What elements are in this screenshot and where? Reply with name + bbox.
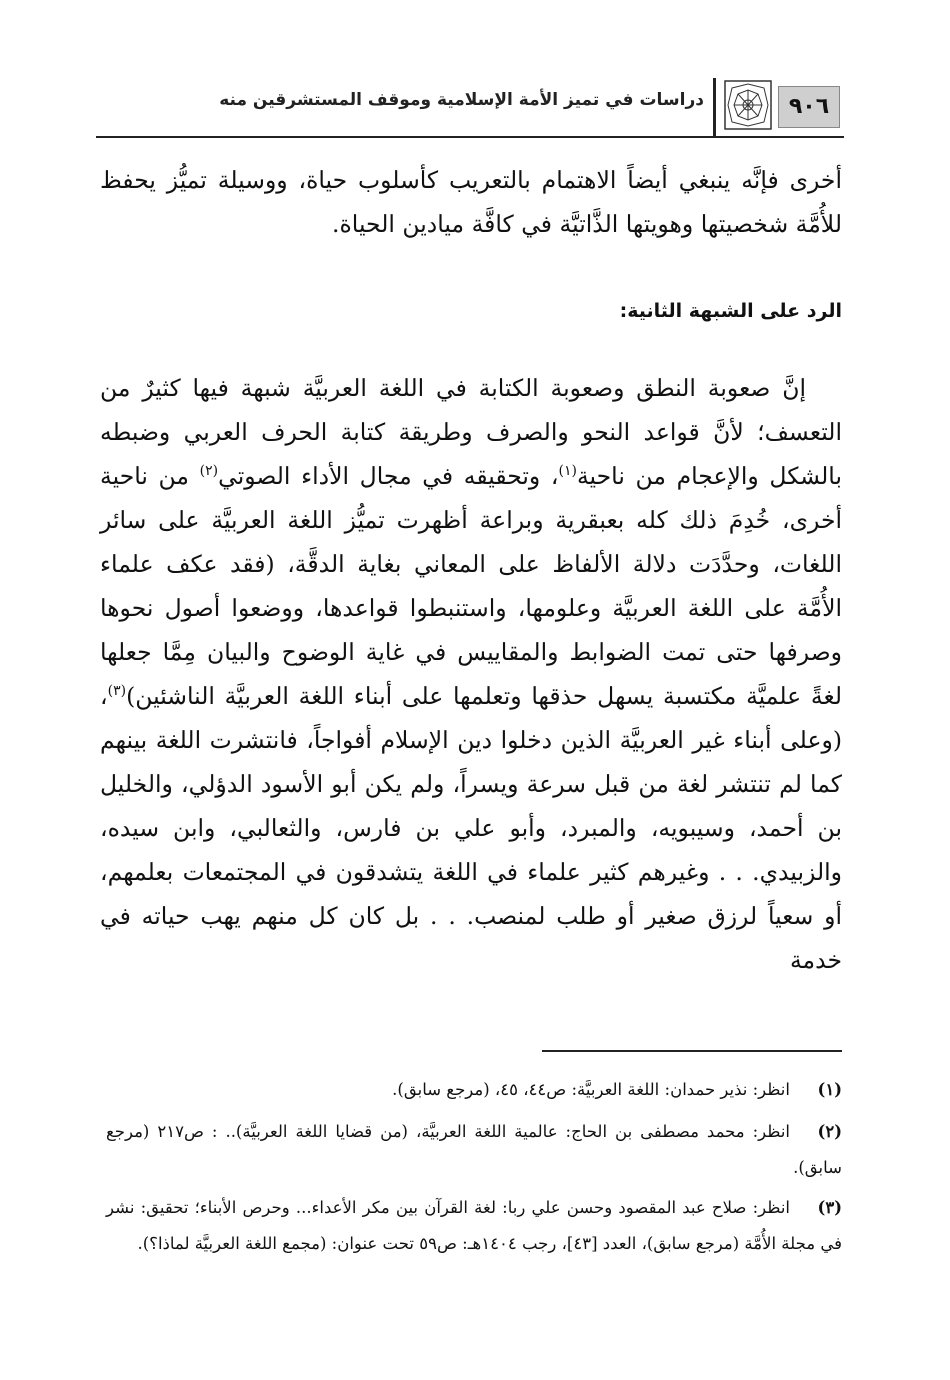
footnote-1 (106, 1072, 842, 1108)
footnote-number: (١) (817, 1080, 842, 1099)
ornament-icon (724, 80, 772, 130)
footnote-text: انظر: محمد مصطفى بن الحاج: عالمية اللغة العربيَّة، (من قضايا اللغة العربيَّة).. : ص٢١٧ (مرجع سابق). (106, 1122, 842, 1177)
footnote-number: (٣) (817, 1198, 842, 1217)
paragraph-continuation: أخرى فإنَّه ينبغي أيضاً الاهتمام بالتعريب كأسلوب حياة، ووسيلة تميُّز يحفظ للأُمَّة شخصيتها وهويتها الذَّاتيَّة في كافَّة ميادين الحياة. (100, 166, 842, 238)
header-rule (96, 136, 844, 138)
footnote-ref-3[interactable]: (٣) (107, 683, 127, 700)
footnote-2 (106, 1114, 842, 1186)
running-header (96, 76, 844, 136)
footnote-number: (٢) (817, 1122, 842, 1141)
footnote-3 (106, 1190, 842, 1262)
paragraph-text-3: من ناحية أخرى، خُدِمَ ذلك كله بعبقرية وبراعة أظهرت تميُّز اللغة العربيَّة على سائر اللغات، وحدَّدَت دلالة الألفاظ على المعاني بغاية الدقَّة، (فقد عكف علماء الأُمَّة على اللغة العربيَّة وعلومها، واستنبطوا قواعدها، ووضعوا أصول نحوها وصرفها حتى تمت الضوابط والمقاييس في غاية الوضوح والبيان مِمَّا جعلها لغةً علميَّة مكتسبة يسهل حذقها وتعلمها على أبناء اللغة العربيَّة الناشئين) (100, 462, 842, 710)
page-number: ٩٠٦ (778, 86, 840, 128)
footnote-text: انظر: صلاح عبد المقصود وحسن علي ربا: لغة القرآن بين مكر الأعداء... وحرص الأبناء؛ تحقيق: نشر في مجلة الأُمَّة (مرجع سابق)، العدد [٤٣]، رجب ١٤٠٤هـ: ص٥٩ تحت عنوان: (مجمع اللغة العربيَّة لماذا؟). (106, 1198, 842, 1253)
footnote-ref-1[interactable]: (١) (558, 463, 577, 480)
footnote-text: انظر: نذير حمدان: اللغة العربيَّة: ص٤٤، ٤٥، (مرجع سابق). (392, 1080, 790, 1099)
paragraph-text-2: ، وتحقيقه في مجال الأداء الصوتي (218, 462, 559, 490)
paragraph-text-4: ، (وعلى أبناء غير العربيَّة الذين دخلوا دين الإسلام أفواجاً، فانتشرت اللغة بينهم كما لم تنتشر لغة من قبل سرعة ويسراً، ولم يكن أبو الأسود الدؤلي، والخليل بن أحمد، وسيبويه، والمبرد، وأبو علي بن فارس، والثعالبي، وابن سيده، والزبيدي. . . وغيرهم كثير علماء في اللغة يتشدقون في المجتمعات بعلمهم، أو سعياً لرزق صغير أو طلب لمنصب. . . بل كان كل منهم يهب حياته في خدمة (100, 682, 842, 974)
paragraph-text-1: إنَّ صعوبة النطق وصعوبة الكتابة في اللغة العربيَّة شبهة فيها كثيرٌ من التعسف؛ لأنَّ قواعد النحو والصرف وطريقة كتابة الحرف العربي وضبطه بالشكل والإعجام من ناحية (100, 374, 842, 490)
footnote-separator (542, 1050, 842, 1052)
footnote-ref-2[interactable]: (٢) (199, 463, 219, 480)
section-heading: الرد على الشبهة الثانية: (619, 300, 842, 322)
paragraph-main (100, 366, 842, 982)
header-divider (713, 78, 716, 136)
running-title: دراسات في تميز الأمة الإسلامية وموقف المستشرقين منه (219, 90, 704, 110)
